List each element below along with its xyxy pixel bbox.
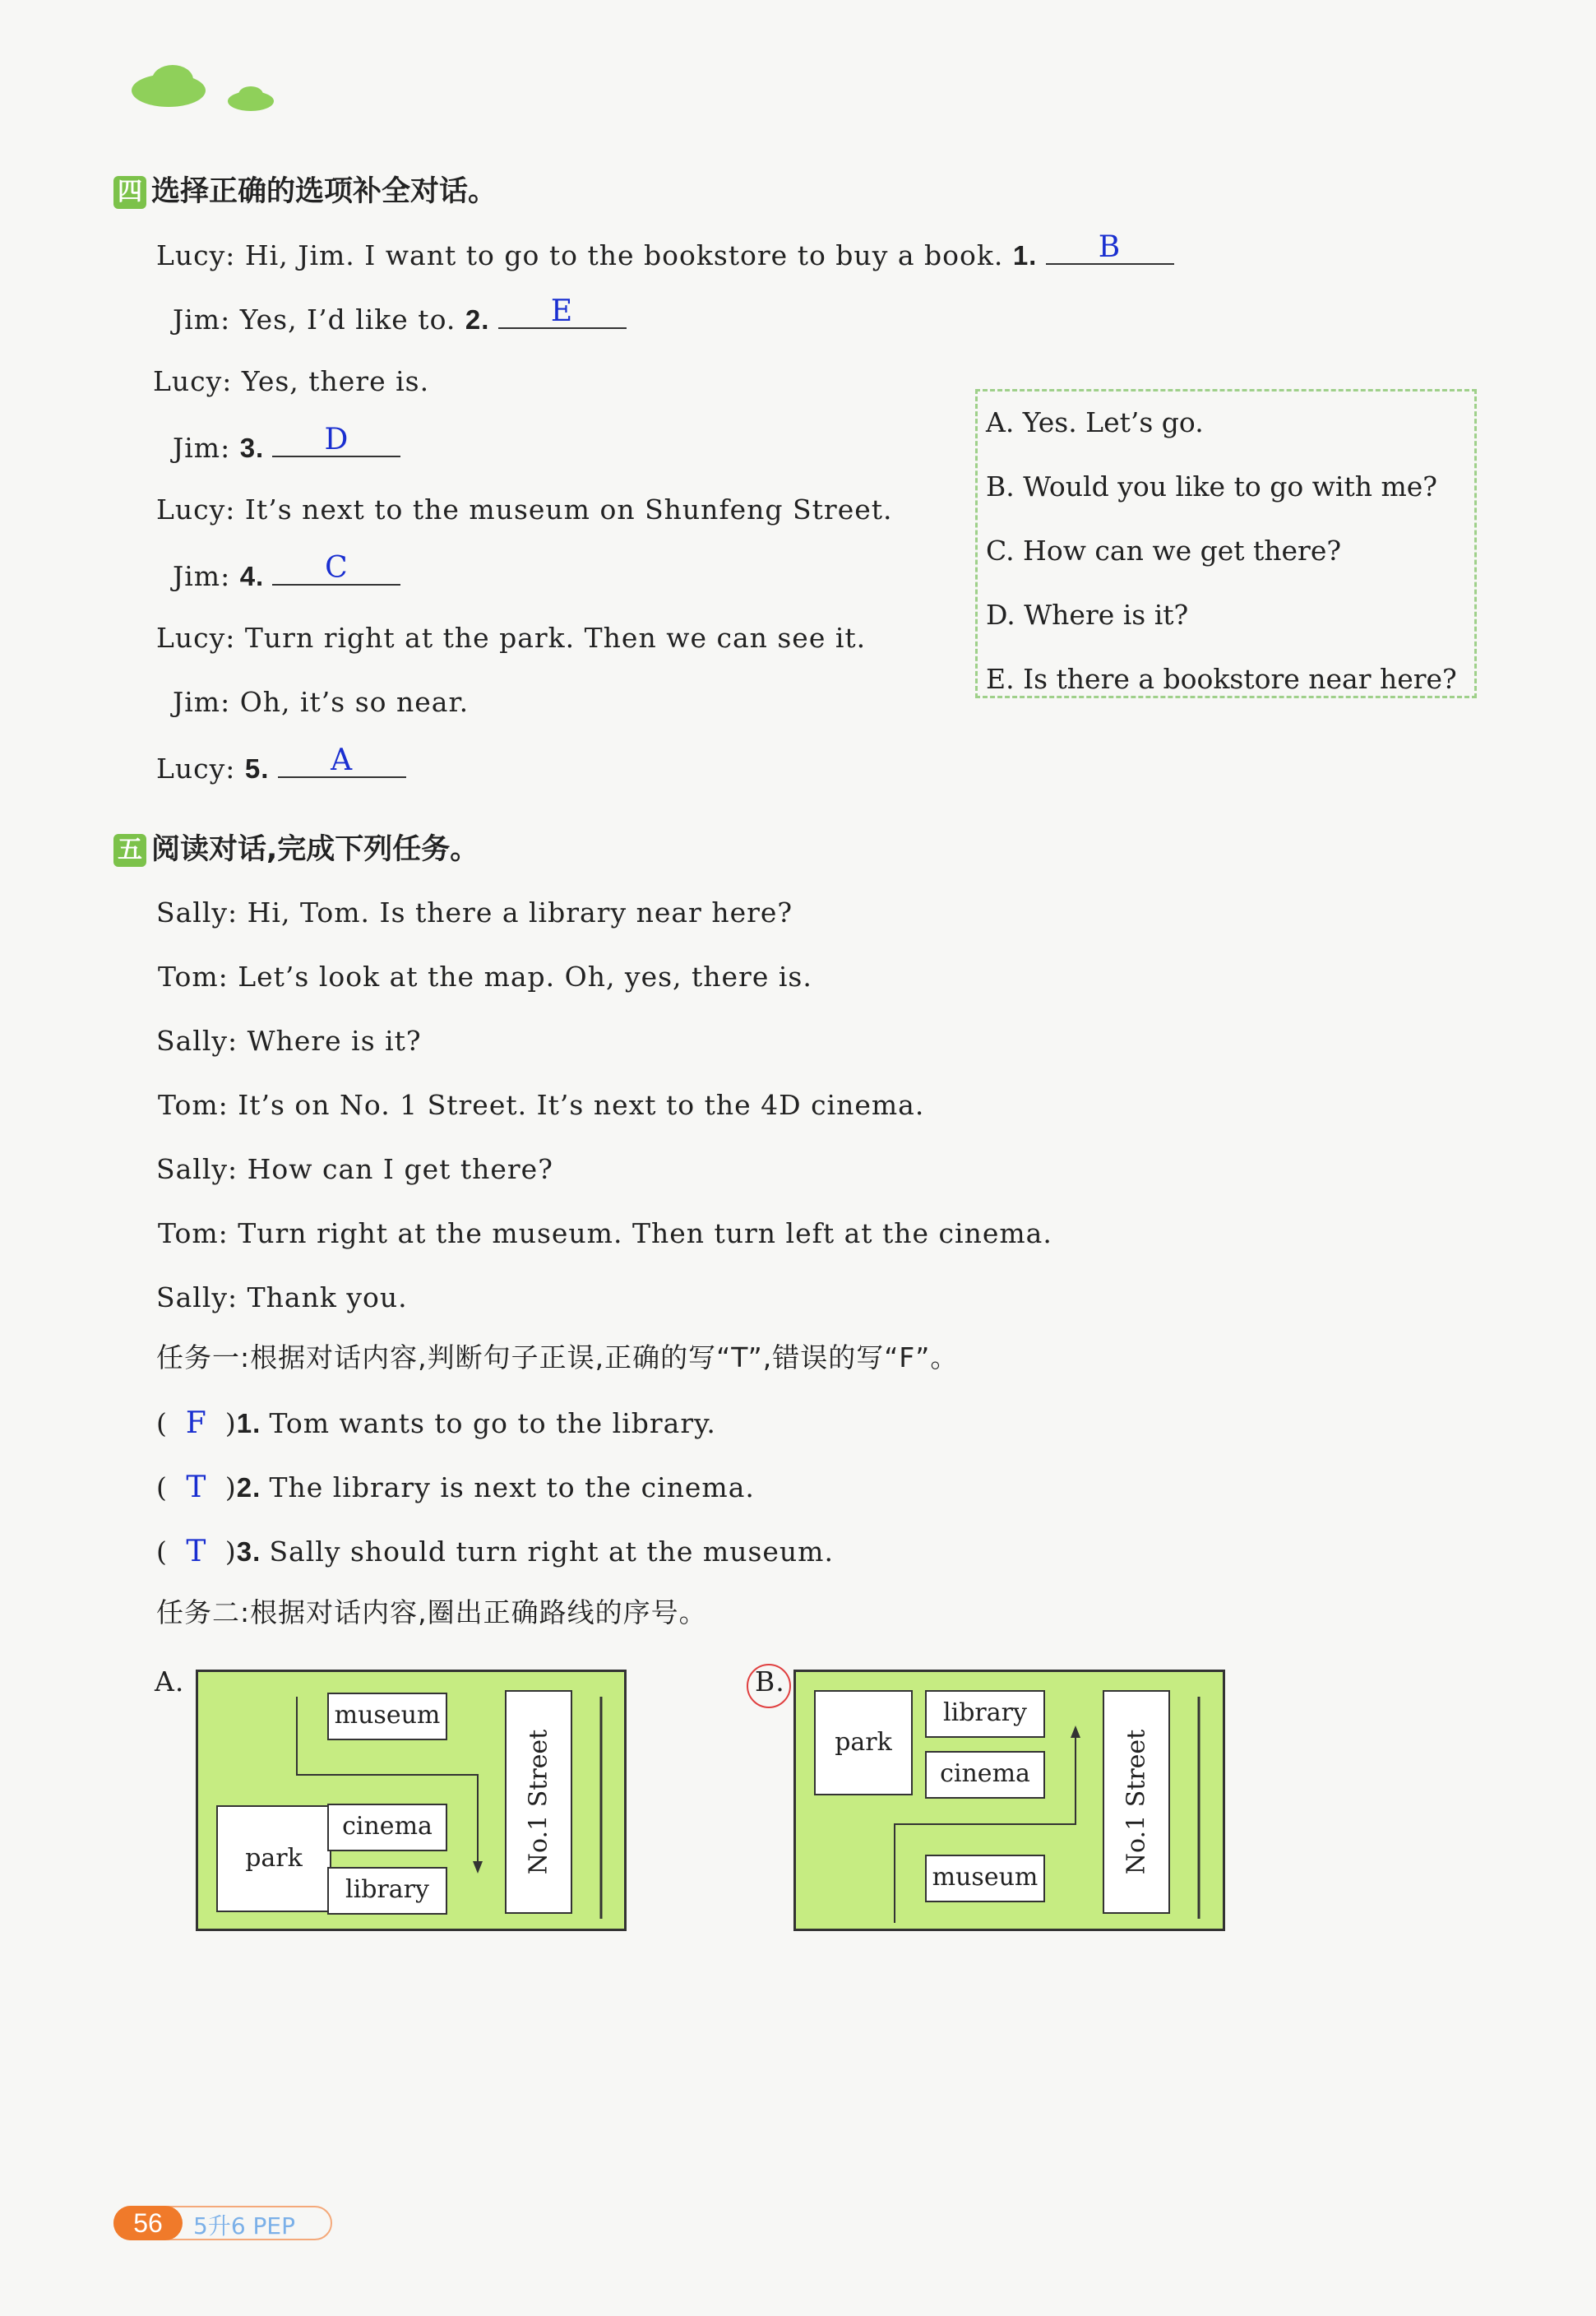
option-d: D. Where is it? bbox=[986, 599, 1189, 631]
dialogue4-line bbox=[173, 551, 400, 592]
answer-mark[interactable]: T bbox=[186, 1471, 207, 1504]
map-b[interactable] bbox=[793, 1670, 1225, 1931]
dialogue-text: Yes, I’d like to. bbox=[239, 303, 465, 336]
question-number: 1. bbox=[236, 1408, 270, 1438]
dialogue4-line bbox=[173, 294, 627, 336]
question-number: 3. bbox=[236, 1536, 270, 1567]
speaker: Jim: bbox=[173, 303, 240, 336]
paren-close: ) bbox=[224, 1471, 237, 1503]
section5-title: 阅读对话,完成下列任务。 bbox=[151, 833, 479, 866]
speaker: Lucy: bbox=[156, 239, 245, 271]
dialogue5-line bbox=[156, 1153, 553, 1185]
dialogue-text: Turn right at the museum. Then turn left at the cinema. bbox=[238, 1217, 1052, 1249]
true-false-item bbox=[156, 1535, 834, 1568]
dialogue4-line bbox=[156, 493, 893, 526]
speaker: Lucy: bbox=[156, 493, 245, 526]
speaker: Tom: bbox=[158, 961, 238, 993]
dialogue5-line bbox=[156, 1281, 408, 1313]
option-c: C. How can we get there? bbox=[986, 535, 1342, 567]
statement-text: The library is next to the cinema. bbox=[269, 1471, 755, 1503]
map-b-label: B. bbox=[755, 1665, 785, 1698]
speaker: Lucy: bbox=[153, 365, 242, 397]
dialogue5-line bbox=[158, 961, 812, 993]
statement-text: Sally should turn right at the museum. bbox=[269, 1536, 834, 1568]
option-a: A. Yes. Let’s go. bbox=[986, 406, 1204, 438]
map-a[interactable] bbox=[196, 1670, 627, 1931]
answer-blank[interactable]: A bbox=[278, 743, 406, 778]
map-b-street-label: No.1 Street bbox=[1122, 1729, 1151, 1875]
dialogue-text: Turn right at the park. Then we can see it. bbox=[244, 622, 867, 654]
speaker: Lucy: bbox=[156, 753, 245, 785]
map-b-museum: museum bbox=[925, 1855, 1045, 1902]
speaker: Sally: bbox=[156, 1025, 247, 1057]
speaker: Tom: bbox=[158, 1217, 238, 1249]
dialogue4-line bbox=[156, 622, 866, 654]
section4-title: 选择正确的选项补全对话。 bbox=[151, 175, 497, 208]
dialogue4-line bbox=[156, 743, 406, 785]
speaker: Lucy: bbox=[156, 622, 245, 654]
map-a-museum: museum bbox=[327, 1693, 447, 1740]
dialogue-text: Thank you. bbox=[247, 1281, 408, 1313]
dialogue5-line bbox=[156, 896, 793, 929]
section4-badge: 四 bbox=[113, 176, 146, 209]
dialogue4-line bbox=[173, 423, 400, 464]
map-a-route bbox=[198, 1672, 629, 1934]
paren-open: ( bbox=[156, 1536, 168, 1568]
option-e: E. Is there a bookstore near here? bbox=[986, 663, 1457, 695]
speaker: Sally: bbox=[156, 1281, 247, 1313]
map-b-park: park bbox=[814, 1690, 913, 1795]
question-number: 3. bbox=[239, 433, 273, 463]
map-b-cinema: cinema bbox=[925, 1751, 1045, 1799]
answer-blank[interactable]: D bbox=[272, 423, 400, 457]
option-b: B. Would you like to go with me? bbox=[986, 470, 1437, 503]
dialogue-text: Hi, Tom. Is there a library near here? bbox=[247, 896, 793, 929]
question-number: 4. bbox=[239, 561, 273, 591]
dialogue-text: Oh, it’s so near. bbox=[239, 686, 470, 718]
dialogue4-line bbox=[156, 230, 1174, 271]
answer-blank[interactable]: B bbox=[1046, 230, 1174, 265]
true-false-item bbox=[156, 1471, 755, 1504]
question-number: 2. bbox=[236, 1472, 270, 1503]
question-number: 5. bbox=[244, 753, 278, 784]
map-b-library: library bbox=[925, 1690, 1045, 1738]
task2-heading: 任务二:根据对话内容,圈出正确路线的序号。 bbox=[156, 1596, 707, 1628]
section4-heading bbox=[113, 169, 497, 210]
dialogue-text: Where is it? bbox=[247, 1025, 422, 1057]
page-number: 56 bbox=[113, 2206, 183, 2240]
map-a-library: library bbox=[327, 1867, 447, 1915]
cloud-decoration bbox=[123, 62, 288, 119]
answer-blank[interactable]: E bbox=[498, 294, 627, 329]
dialogue4-line bbox=[153, 365, 429, 397]
question-number: 2. bbox=[465, 304, 498, 335]
map-a-street-label: No.1 Street bbox=[524, 1729, 553, 1875]
speaker: Jim: bbox=[173, 432, 240, 464]
answer-blank[interactable]: C bbox=[272, 551, 400, 586]
dialogue5-line bbox=[158, 1217, 1052, 1249]
series-label: 5升6 PEP bbox=[193, 2212, 295, 2240]
dialogue-text: Let’s look at the map. Oh, yes, there is. bbox=[238, 961, 812, 993]
dialogue-text: Yes, there is. bbox=[241, 365, 430, 397]
speaker: Jim: bbox=[173, 686, 240, 718]
answer-mark[interactable]: F bbox=[185, 1406, 207, 1440]
answer-mark[interactable]: T bbox=[186, 1535, 207, 1568]
section5-badge: 五 bbox=[113, 834, 146, 867]
dialogue-text: It’s next to the museum on Shunfeng Street. bbox=[244, 493, 893, 526]
dialogue5-line bbox=[156, 1025, 422, 1057]
speaker: Tom: bbox=[158, 1089, 238, 1121]
options-box bbox=[975, 389, 1477, 698]
speaker: Sally: bbox=[156, 1153, 247, 1185]
true-false-item bbox=[156, 1406, 716, 1440]
map-b-route bbox=[796, 1672, 1228, 1934]
dialogue4-line bbox=[173, 686, 469, 718]
map-a-park: park bbox=[216, 1805, 331, 1912]
speaker: Jim: bbox=[173, 560, 240, 592]
task1-heading: 任务一:根据对话内容,判断句子正误,正确的写“T”,错误的写“F”。 bbox=[156, 1341, 959, 1373]
dialogue-text: How can I get there? bbox=[247, 1153, 553, 1185]
map-a-cinema: cinema bbox=[327, 1804, 447, 1851]
speaker: Sally: bbox=[156, 896, 247, 929]
paren-open: ( bbox=[156, 1407, 168, 1439]
paren-close: ) bbox=[224, 1536, 237, 1568]
section5-heading bbox=[113, 827, 479, 868]
statement-text: Tom wants to go to the library. bbox=[269, 1407, 716, 1439]
dialogue5-line bbox=[158, 1089, 924, 1121]
paren-open: ( bbox=[156, 1471, 168, 1503]
paren-close: ) bbox=[224, 1407, 237, 1439]
map-a-label: A. bbox=[155, 1665, 185, 1698]
question-number: 1. bbox=[1012, 240, 1046, 271]
dialogue-text: Hi, Jim. I want to go to the bookstore to buy a book. bbox=[244, 239, 1013, 271]
dialogue-text: It’s on No. 1 Street. It’s next to the 4D cinema. bbox=[238, 1089, 925, 1121]
